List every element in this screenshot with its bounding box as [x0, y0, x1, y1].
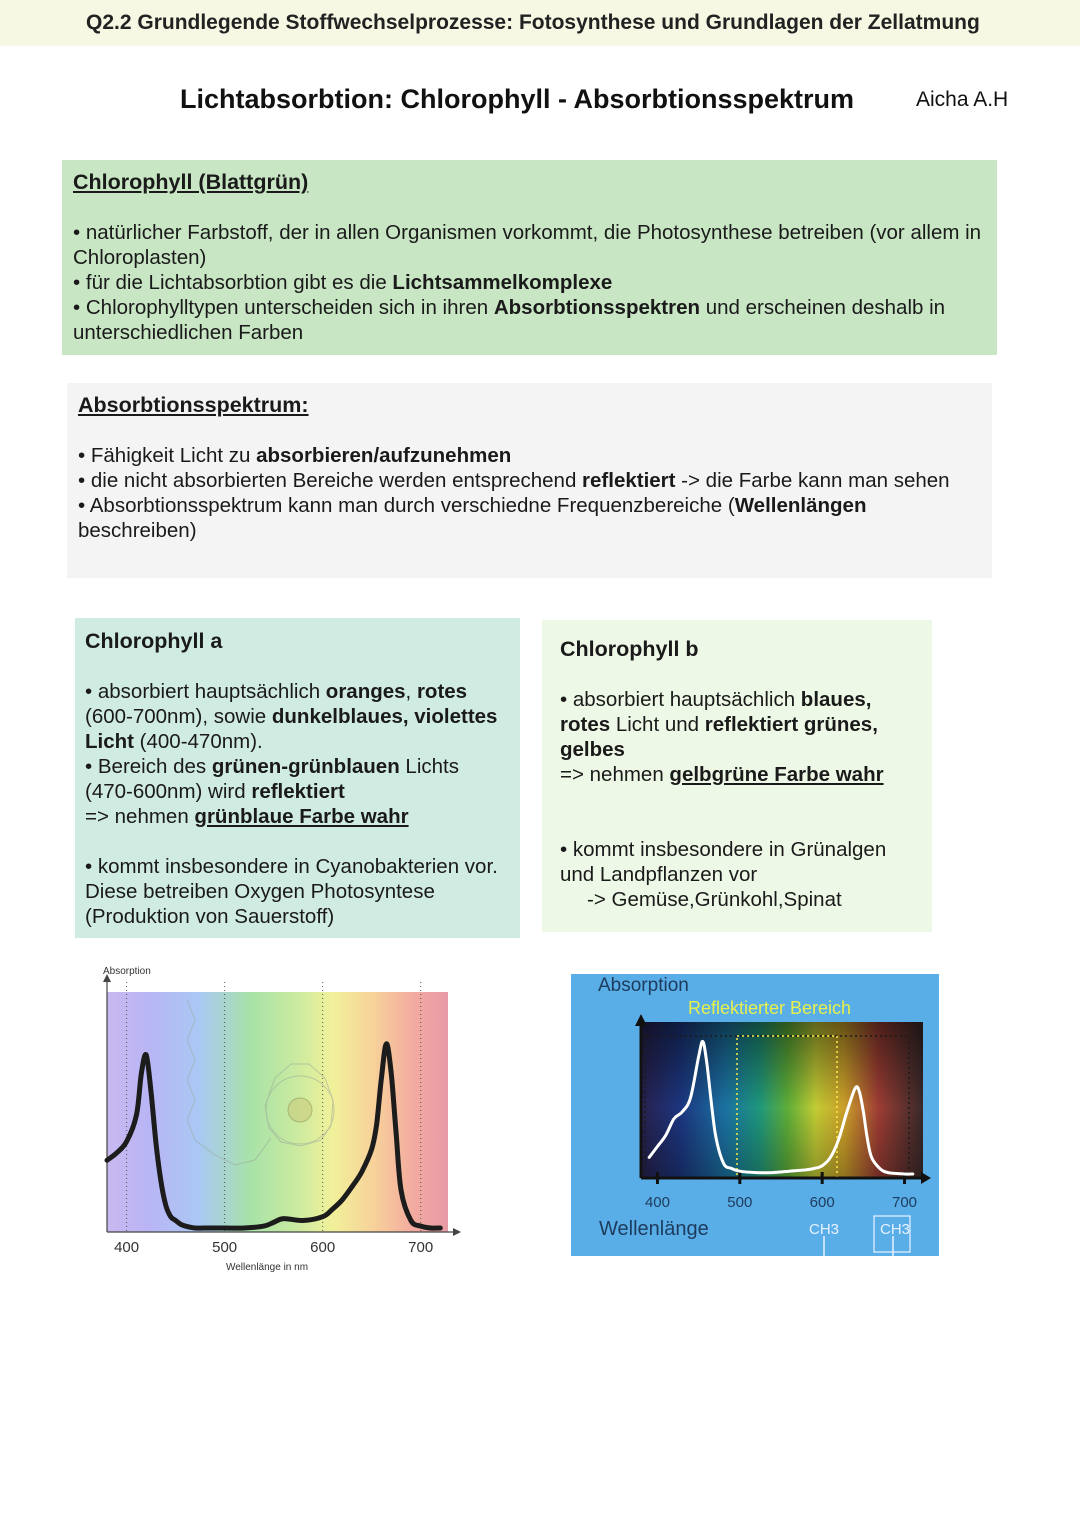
chlorophyll-b-occurrence: • kommt insbesondere in Grünalgen und Landpflanzen vor: [560, 838, 887, 886]
chlorophyll-bullet-2: • für die Lichtabsorbtion gibt es die Lichtsammelkomplexe: [73, 271, 613, 294]
chlorophyll-bullet-3: • Chlorophylltypen unterscheiden sich in ihren Absorbtionsspektren und erscheinen deshalb in unterschiedlichen Farben: [73, 296, 946, 344]
chlorophyll-a-occurrence: • kommt insbesondere in Cyanobakterien vor. Diese betreiben Oxygen Photosyntese (Produktion von Sauerstoff): [85, 855, 498, 928]
chlorophyll-a-color: => nehmen grünblaue Farbe wahr: [85, 805, 409, 828]
author-name: Aicha A.H: [916, 88, 1009, 111]
chlorophyll-b-examples: -> Gemüse,Grünkohl,Spinat: [587, 888, 842, 911]
chlorophyll-a-box: [75, 618, 520, 938]
chart-a-tick-label: 700: [408, 1239, 434, 1256]
absorption-heading: Absorbtionsspektrum:: [78, 393, 309, 417]
chlorophyll-b-chart: [571, 974, 939, 1256]
chart-b-tick-label: 700: [892, 1194, 918, 1211]
chlorophyll-a-absorbs: • absorbiert hauptsächlich oranges, rotes (600-700nm), sowie dunkelblaues, violettes Licht (400-470nm).: [85, 680, 498, 753]
chlorophyll-heading: Chlorophyll (Blattgrün): [73, 170, 309, 194]
svg-text:CH3: CH3: [809, 1221, 840, 1238]
chlorophyll-info-box: [62, 160, 997, 355]
svg-text:CH3: CH3: [880, 1221, 911, 1238]
chart-b-annotation: Reflektierter Bereich: [688, 998, 852, 1018]
chlorophyll-bullet-1: • natürlicher Farbstoff, der in allen Organismen vorkommt, die Photosynthese betreiben (vor allem in Chloroplasten): [73, 221, 982, 269]
chlorophyll-b-absorbs: • absorbiert hauptsächlich blaues, rotes Licht und reflektiert grünes, gelbes: [560, 688, 878, 761]
absorption-bullet-2: • die nicht absorbierten Bereiche werden entsprechend reflektiert -> die Farbe kann man sehen: [78, 469, 950, 492]
chart-b-ylabel: Absorption: [598, 975, 689, 996]
chart-a-tick-labels: [114, 1239, 433, 1256]
chart-b-tick-label: 500: [727, 1194, 753, 1211]
absorption-info-box: [67, 383, 992, 578]
chart-b-xlabel: Wellenlänge: [599, 1218, 709, 1240]
chlorophyll-a-reflects: • Bereich des grünen-grünblauen Lichts (470-600nm) wird reflektiert: [85, 755, 459, 803]
course-title: Q2.2 Grundlegende Stoffwechselprozesse: Fotosynthese und Grundlagen der Zellatmung: [86, 11, 980, 34]
chlorophyll-b-heading: Chlorophyll b: [560, 637, 699, 661]
chart-a-tick-label: 500: [212, 1239, 238, 1256]
chart-b-tick-label: 400: [644, 1194, 670, 1211]
absorption-bullet-3: • Absorbtionsspektrum kann man durch verschiedne Frequenzbereiche (Wellenlängen beschreiben): [78, 494, 867, 542]
chlorophyll-b-color: => nehmen gelbgrüne Farbe wahr: [560, 763, 884, 786]
absorption-bullet-1: • Fähigkeit Licht zu absorbieren/aufzunehmen: [78, 444, 512, 467]
chlorophyll-a-chart: [95, 960, 475, 1280]
chart-a-xlabel: Wellenlänge in nm: [225, 1262, 309, 1273]
chart-b-tick-label: 600: [809, 1194, 835, 1211]
chlorophyll-a-heading: Chlorophyll a: [85, 629, 223, 653]
chlorophyll-b-box: [542, 620, 932, 932]
chart-a-tick-label: 400: [114, 1239, 140, 1256]
course-header-bar: [0, 0, 1080, 46]
chart-a-ylabel: Absorption: [103, 966, 151, 977]
page-title: Lichtabsorbtion: Chlorophyll - Absorbtionsspektrum: [180, 84, 854, 114]
chart-a-tick-label: 600: [310, 1239, 336, 1256]
